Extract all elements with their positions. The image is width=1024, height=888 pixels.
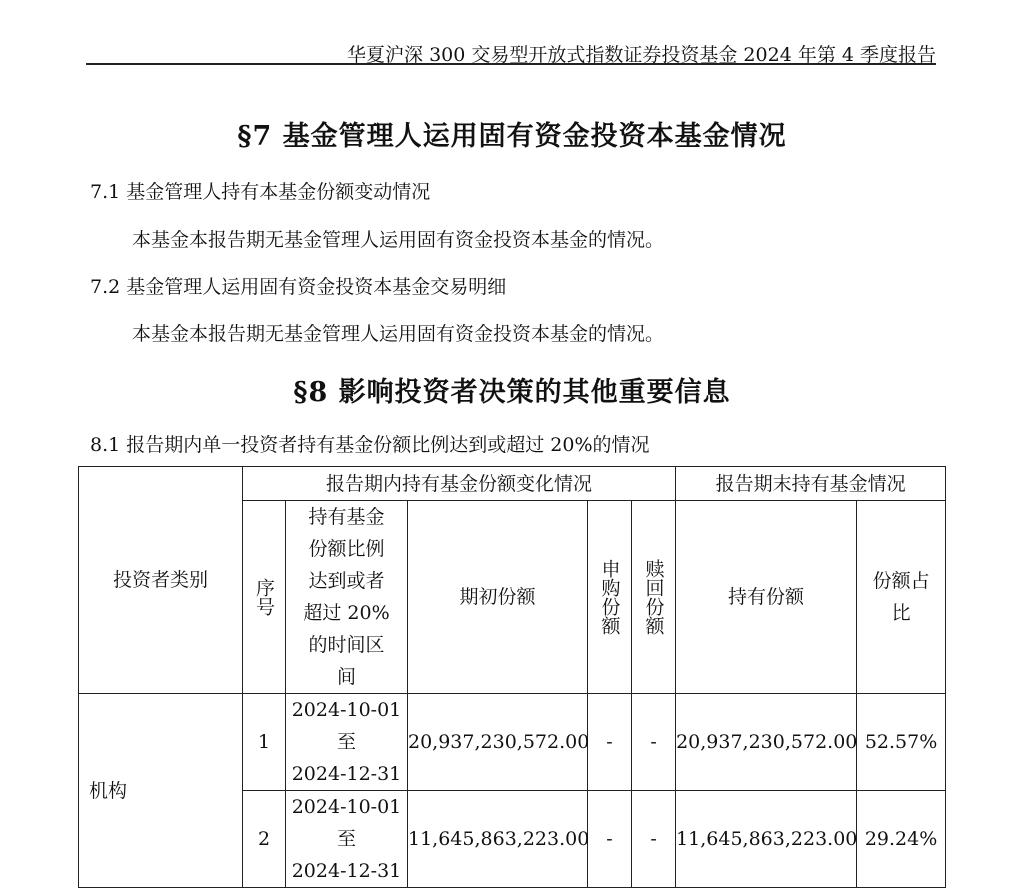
- report-header: 华夏沪深 300 交易型开放式指数证券投资基金 2024 年第 4 季度报告: [347, 44, 936, 66]
- header-investor-type: 投资者类别: [79, 467, 243, 694]
- holding-shares-cell: 11,645,863,223.00: [676, 791, 857, 888]
- share-ratio-cell: 29.24%: [857, 791, 946, 888]
- header-share-ratio: 份额占 比: [857, 501, 946, 694]
- seq-cell: 2: [243, 791, 286, 888]
- redeem-cell: -: [632, 791, 676, 888]
- header-group-period-end: 报告期末持有基金情况: [676, 467, 946, 501]
- header-subscribe-shares: 申购份额: [588, 501, 632, 694]
- header-period: 持有基金 份额比例 达到或者 超过 20% 的时间区 间: [286, 501, 408, 694]
- investor-type-cell: 机构: [79, 694, 243, 888]
- seq-cell: 1: [243, 694, 286, 791]
- header-seq: 序号: [243, 501, 286, 694]
- section-8-title: §8 影响投资者决策的其他重要信息: [293, 377, 731, 408]
- initial-shares-cell: 20,937,230,572.00: [408, 694, 588, 791]
- share-ratio-cell: 52.57%: [857, 694, 946, 791]
- redeem-cell: -: [632, 694, 676, 791]
- subsection-8-1-heading: 8.1 报告期内单一投资者持有基金份额比例达到或超过 20%的情况: [90, 434, 650, 456]
- header-rule: [86, 63, 936, 65]
- table-row: [79, 694, 946, 791]
- initial-shares-cell: 11,645,863,223.00: [408, 791, 588, 888]
- subscribe-cell: -: [588, 791, 632, 888]
- subsection-7-1-heading: 7.1 基金管理人持有本基金份额变动情况: [90, 181, 431, 203]
- subscribe-cell: -: [588, 694, 632, 791]
- period-cell: 2024-10-01 至 2024-12-31: [286, 694, 408, 791]
- subsection-7-1-text: 本基金本报告期无基金管理人运用固有资金投资本基金的情况。: [132, 229, 665, 251]
- header-group-during-period: 报告期内持有基金份额变化情况: [243, 467, 676, 501]
- holdings-table: [78, 466, 946, 888]
- header-holding-shares: 持有份额: [676, 501, 857, 694]
- period-cell: 2024-10-01 至 2024-12-31: [286, 791, 408, 888]
- holding-shares-cell: 20,937,230,572.00: [676, 694, 857, 791]
- subsection-7-2-heading: 7.2 基金管理人运用固有资金投资本基金交易明细: [90, 276, 507, 298]
- header-redeem-shares: 赎回份额: [632, 501, 676, 694]
- subsection-7-2-text: 本基金本报告期无基金管理人运用固有资金投资本基金的情况。: [132, 323, 665, 345]
- header-initial-shares: 期初份额: [408, 501, 588, 694]
- section-7-title: §7 基金管理人运用固有资金投资本基金情况: [237, 121, 787, 152]
